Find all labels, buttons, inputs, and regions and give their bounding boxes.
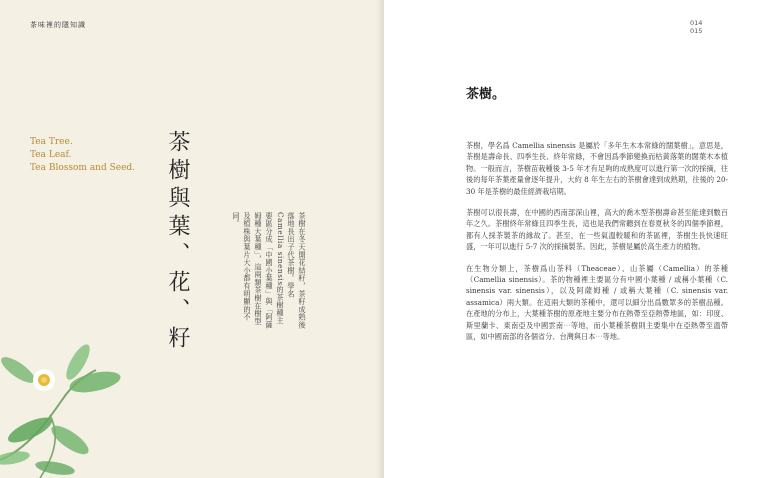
paragraph: 茶樹可以很長壽，在中國的西南部深山裡，高大的喬木型茶樹壽命甚至能達到數百年之久。茶樹終年常綠且四季生長，這也是我們常聽到在春夏秋冬的四個季節裡，都有人採茶製茶的緣故了。甚至，在一些氣溫較暖和的茶區裡，茶樹生長快速旺盛，一年可以進行 5-7 次的採摘製茶。因此，茶樹是屬於高生產力的植物。	[466, 208, 728, 252]
right-page	[384, 0, 768, 478]
paragraph: 在生物分類上，茶樹爲山茶科（Theaceae）、山茶屬（Camellia）的茶種（Camellia sinensis）。茶的物種裡主要區分有中國小葉種 / 或稱小葉種（C. sinensis var. sinensis），以及阿薩姆種 / 或稱大葉種（C. sinensis var. assamica）兩大類。在這兩大類的茶種中，還可以細分出爲數眾多的茶樹品種。在產地的分布上，大葉種茶樹的原產地主要分布在熱帶至亞熱帶地區，如：印度、斯里蘭卡、東南亞及中國雲南⋯等地，而小葉種茶樹則主要集中在亞熱帶至溫帶區，如中國南部的各個省分、台灣與日本⋯等地。	[466, 263, 728, 342]
page-number: 015	[690, 27, 703, 35]
paragraph: 茶樹，學名爲 Camellia sinensis 是屬於「多年生木本常綠的闊葉樹」，意思是，茶樹是壽命長、四季生長、終年常綠，不會因爲季節變換而枯黃落葉的闊葉木本植物。一般而言，茶樹苗栽種後 3-5 年才有足夠的成熟度可以進行第一次的採摘，往後的每年茶葉產量會逐年提升，大約 8 年生左右的茶樹會達到成熟期，往後的 20-30 年是茶樹的最佳經濟栽培期。	[466, 141, 728, 196]
page-numbers	[690, 19, 768, 35]
english-subtitle-line: Tea Blossom and Seed.	[30, 163, 136, 173]
chapter-title: 茶樹與葉、花、籽	[165, 130, 190, 354]
page-number: 014	[690, 19, 703, 27]
section-title: 茶樹。	[466, 87, 506, 102]
english-subtitle-line: Tea Tree.	[30, 137, 73, 147]
tea-branch-illustration	[0, 340, 150, 478]
english-subtitle	[30, 136, 135, 175]
body-text	[466, 140, 728, 353]
running-head: 茶味裡的隱知識	[30, 21, 86, 29]
chapter-intro: 茶樹在冬天開花結籽，茶籽成熟後落地長出子代茶樹。學名Camellia sinensis的茶樹種主要區分成「中國小葉種」與「阿薩姆種大葉種」，這兩類茶樹在樹型及植株與葉片大小都有明顯的不同。	[232, 212, 307, 329]
english-subtitle-line: Tea Leaf.	[30, 150, 72, 160]
